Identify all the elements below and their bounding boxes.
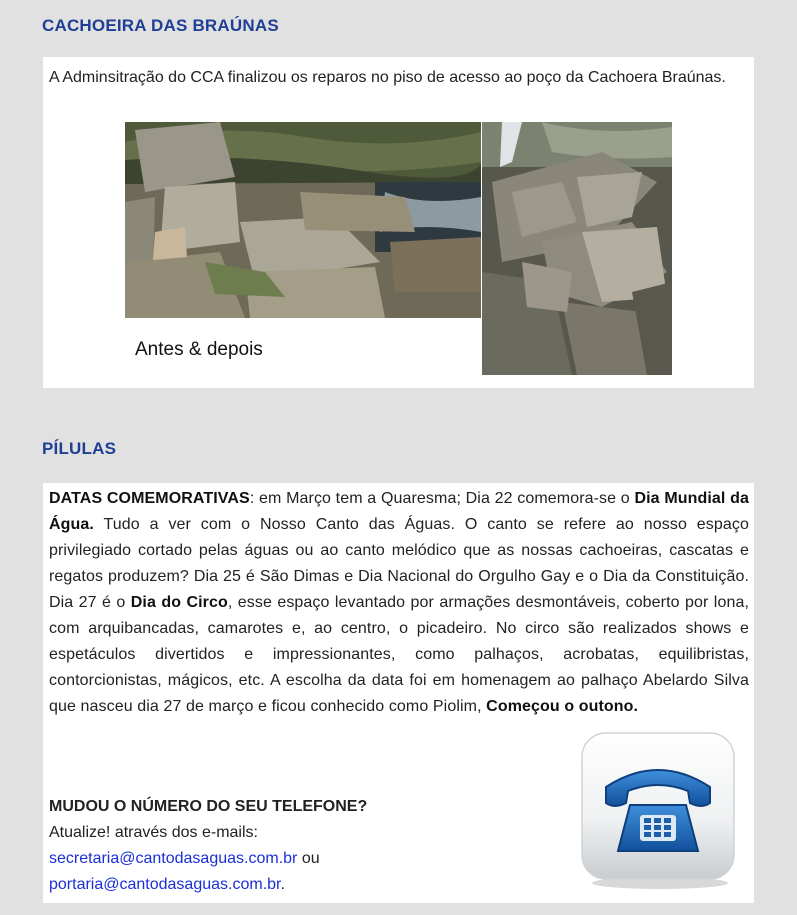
pilulas-panel <box>43 483 754 903</box>
text-bold-dia-circo: Dia do Circo <box>130 594 228 611</box>
text-segment: : em Março tem a Quaresma; Dia 22 comemora-se o <box>249 490 635 507</box>
text-bold-outono: Começou o outono. <box>486 698 639 715</box>
photo-before <box>125 122 481 318</box>
section-title-pilulas: PÍLULAS <box>42 439 117 458</box>
telephone-icon <box>578 731 738 891</box>
phone-heading: MUDOU O NÚMERO DO SEU TELEFONE? <box>49 798 368 815</box>
phone-instructions: Atualize! através dos e-mails: <box>49 824 258 841</box>
photo-after <box>482 122 672 375</box>
phone-change-notice <box>49 794 549 898</box>
section-title-cachoeira: CACHOEIRA DAS BRAÚNAS <box>42 16 279 35</box>
email-end: . <box>280 876 285 893</box>
cachoeira-panel <box>43 57 754 388</box>
email-link-portaria[interactable]: portaria@cantodasaguas.com.br <box>49 876 281 893</box>
text-segment: , esse espaço levantado por armações desmontáveis, coberto por lona, com arquibancadas, camarotes e, ao centro, o picadeiro. No circo são realizados shows e espetáculos divertidos e impressionantes, como palhaços, acrobatas, equilibristas, contorcionistas, mágicos, etc. A escolha da data foi em homenagem ao palhaço Abelardo Silva que nasceu dia 27 de março e ficou conhecido como Piolim, <box>49 594 750 715</box>
photo-caption: Antes & depois <box>135 339 263 360</box>
pilulas-text <box>49 486 749 720</box>
cachoeira-text: A Adminsitração do CCA finalizou os reparos no piso de acesso ao poço da Cachoera Braúnas. <box>49 69 726 86</box>
text-bold-datas: DATAS COMEMORATIVAS <box>49 490 250 507</box>
email-separator: ou <box>297 850 320 867</box>
email-link-secretaria[interactable]: secretaria@cantodasaguas.com.br <box>49 850 298 867</box>
text-segment: Tudo a ver com o Nosso Canto das Águas. O canto se refere ao nosso espaço privilegiado cortado pelas águas ou ao canto melódico que as nossas cachoeiras, cascatas e regatos produzem? Dia 25 é São Dimas e Dia Nacional do Orgulho Gay e o Dia da Constituição. Dia 27 é o <box>49 516 749 611</box>
text-bold-dia-agua: Dia Mundial da Água. <box>49 490 749 533</box>
